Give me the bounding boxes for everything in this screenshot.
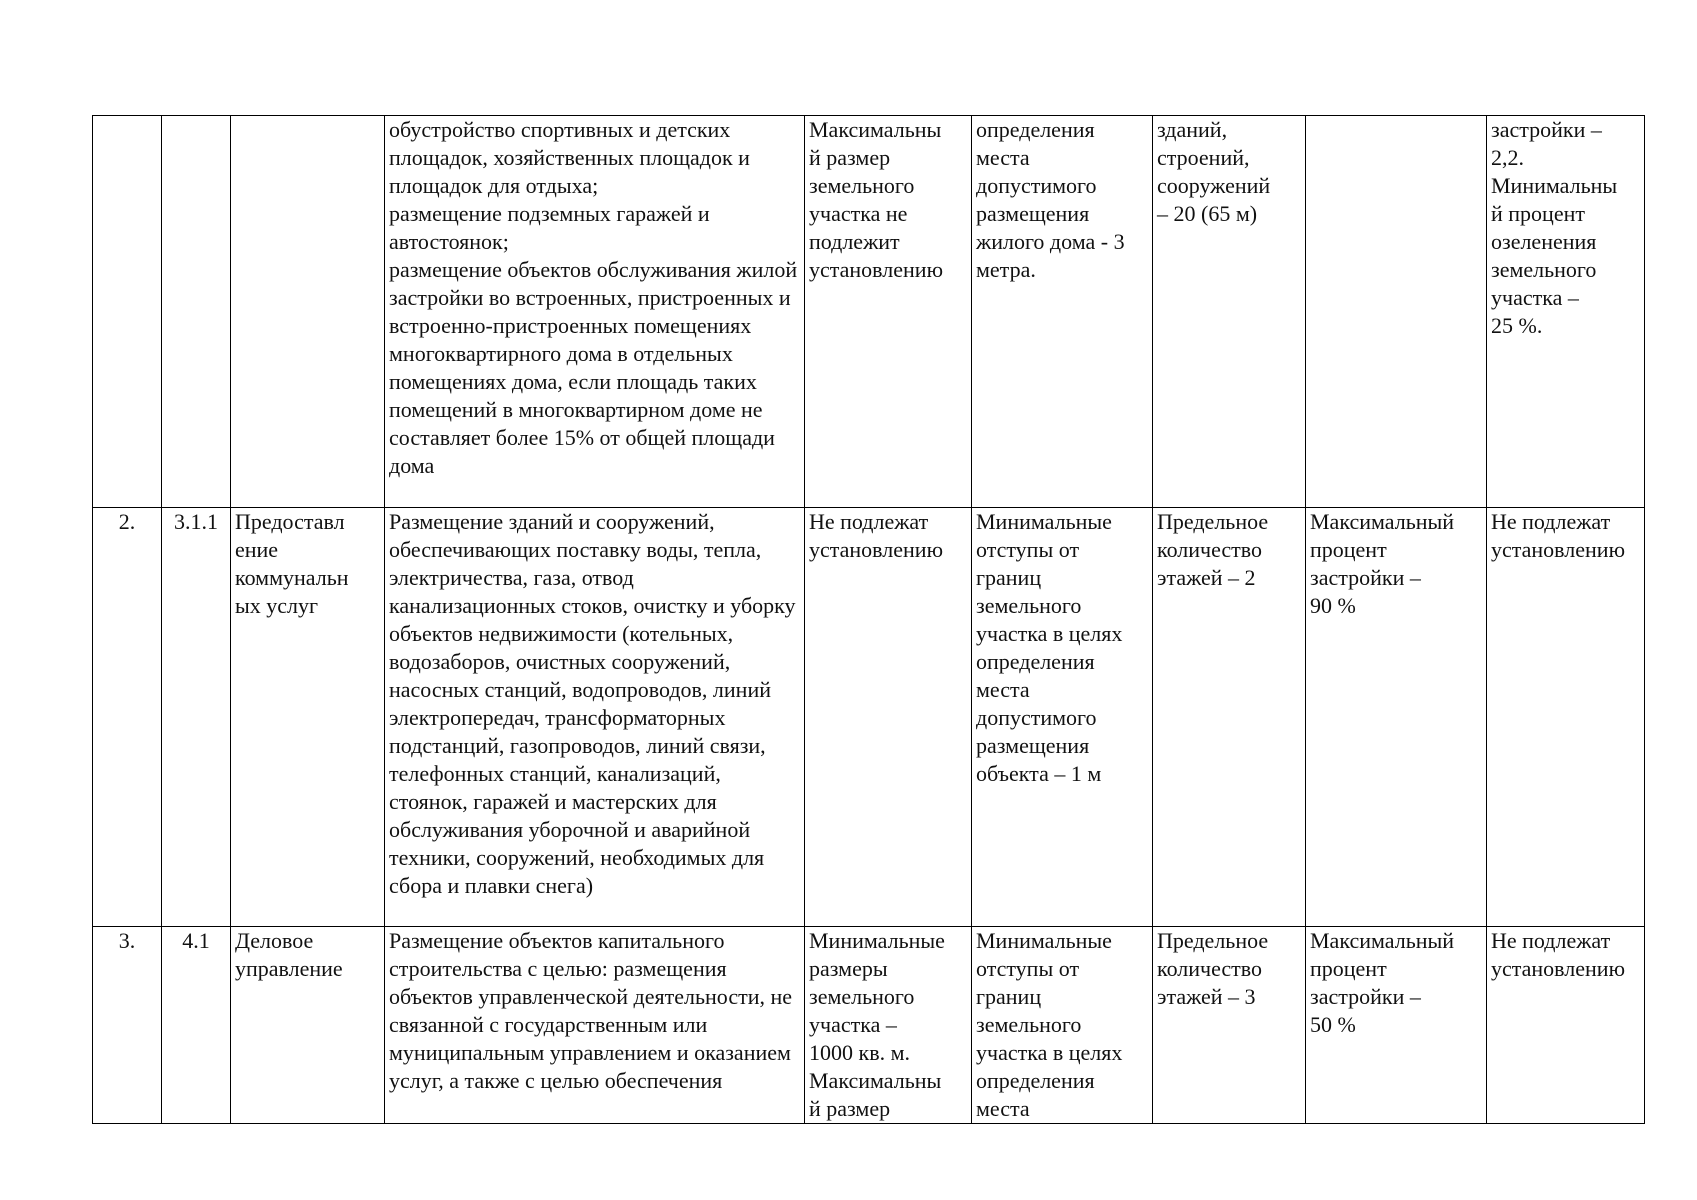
land-use-regulations-table xyxy=(92,115,1645,1124)
table-row xyxy=(93,508,1645,927)
table-row xyxy=(93,116,1645,508)
row-number-cell xyxy=(93,116,162,508)
floors-cell: Предельное количество этажей – 2 xyxy=(1153,508,1306,927)
other-parameters-cell: Не подлежат установлению xyxy=(1487,927,1645,1124)
setbacks-cell: Минимальные отступы от границ земельного участка в целях определения места xyxy=(972,927,1153,1124)
coverage-cell: Максимальный процент застройки – 90 % xyxy=(1306,508,1487,927)
land-use-description-cell: Размещение объектов капитального строительства с целью: размещения объектов управленческой деятельности, не связанной с государственным или муниципальным управлением и оказанием услуг, а также с целью обеспечения xyxy=(385,927,805,1124)
floors-cell: Предельное количество этажей – 3 xyxy=(1153,927,1306,1124)
plot-size-cell: Минимальные размеры земельного участка – 1000 кв. м. Максимальны й размер xyxy=(805,927,972,1124)
setbacks-cell: определения места допустимого размещения жилого дома - 3 метра. xyxy=(972,116,1153,508)
land-use-code-cell xyxy=(162,116,231,508)
plot-size-cell: Максимальны й размер земельного участка не подлежит установлению xyxy=(805,116,972,508)
coverage-cell: Максимальный процент застройки – 50 % xyxy=(1306,927,1487,1124)
setbacks-cell: Минимальные отступы от границ земельного участка в целях определения места допустимого размещения объекта – 1 м xyxy=(972,508,1153,927)
land-use-code-cell: 4.1 xyxy=(162,927,231,1124)
row-number-cell: 3. xyxy=(93,927,162,1124)
other-parameters-cell: Не подлежат установлению xyxy=(1487,508,1645,927)
land-use-name-cell: Предоставл ение коммунальн ых услуг xyxy=(231,508,385,927)
plot-size-cell: Не подлежат установлению xyxy=(805,508,972,927)
land-use-name-cell: Деловое управление xyxy=(231,927,385,1124)
other-parameters-cell: застройки – 2,2. Минимальны й процент озеленения земельного участка – 25 %. xyxy=(1487,116,1645,508)
floors-cell: зданий, строений, сооружений – 20 (65 м) xyxy=(1153,116,1306,508)
row-number-cell: 2. xyxy=(93,508,162,927)
land-use-description-cell: Размещение зданий и сооружений, обеспечивающих поставку воды, тепла, электричества, газа, отвод канализационных стоков, очистку и уборку объектов недвижимости (котельных, водозаборов, очистных сооружений, насосных станций, водопроводов, линий электропередач, трансформаторных подстанций, газопроводов, линий связи, телефонных станций, канализаций, стоянок, гаражей и мастерских для обслуживания уборочной и аварийной техники, сооружений, необходимых для сбора и плавки снега) xyxy=(385,508,805,927)
coverage-cell xyxy=(1306,116,1487,508)
table-row xyxy=(93,927,1645,1124)
land-use-name-cell xyxy=(231,116,385,508)
land-use-description-cell: обустройство спортивных и детских площадок, хозяйственных площадок и площадок для отдыха; размещение подземных гаражей и автостоянок; размещение объектов обслуживания жилой застройки во встроенных, пристроенных и встроенно-пристроенных помещениях многоквартирного дома в отдельных помещениях дома, если площадь таких помещений в многоквартирном доме не составляет более 15% от общей площади дома xyxy=(385,116,805,508)
land-use-code-cell: 3.1.1 xyxy=(162,508,231,927)
